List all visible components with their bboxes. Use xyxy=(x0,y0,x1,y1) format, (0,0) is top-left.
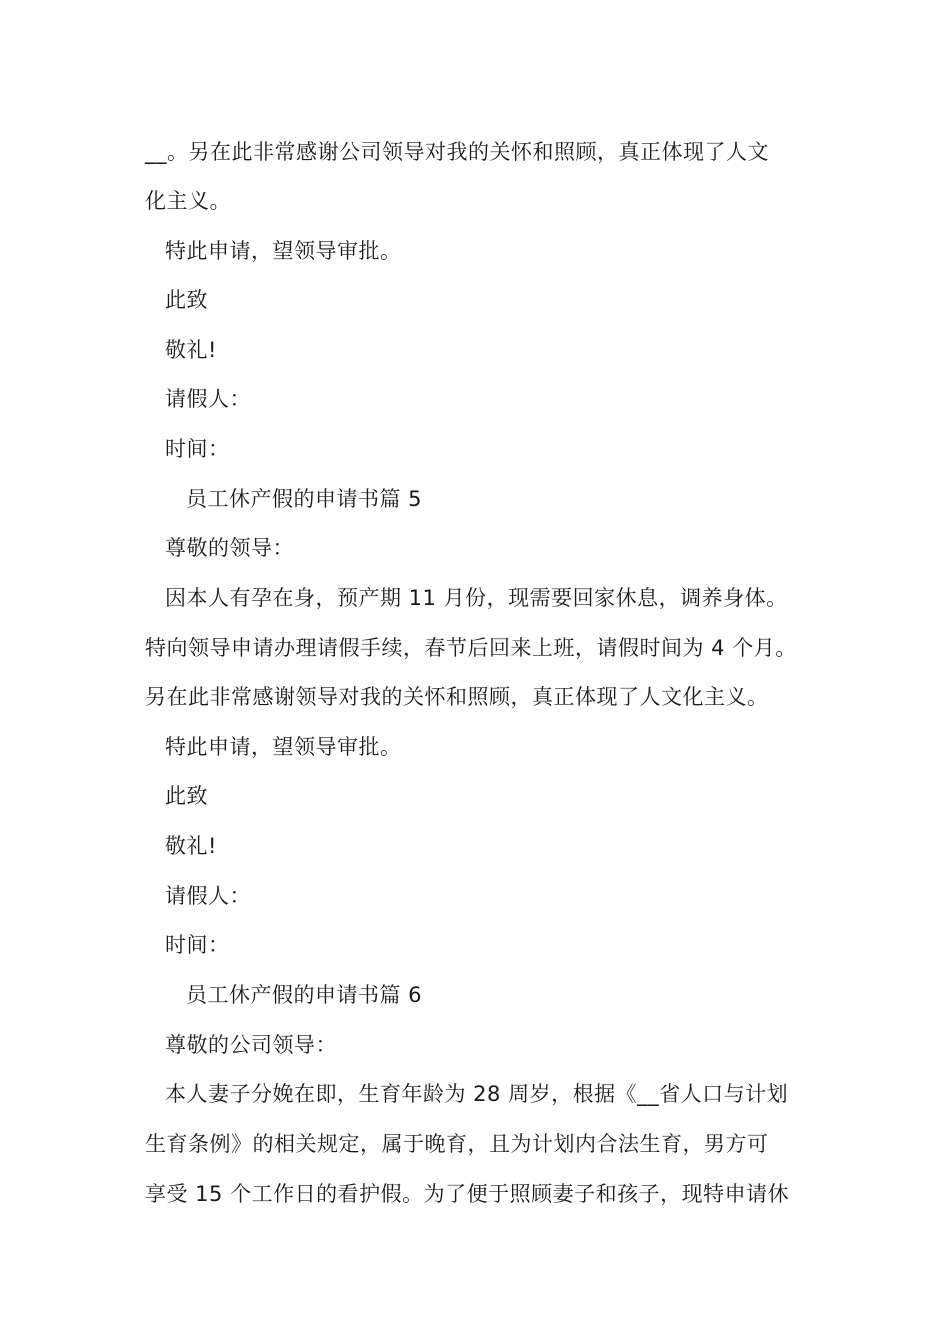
greeting-line: 尊敬的领导： xyxy=(165,536,294,560)
salutation-line: 此致 xyxy=(165,288,208,312)
closing-request-line: 特此申请，望领导审批。 xyxy=(165,735,402,759)
closing-request-line: 特此申请，望领导审批。 xyxy=(165,239,402,263)
body-text-line: 化主义。 xyxy=(145,189,231,213)
section-heading: 员工休产假的申请书篇 5 xyxy=(186,487,423,511)
greeting-line: 尊敬的公司领导： xyxy=(165,1033,337,1057)
date-line: 时间： xyxy=(165,437,230,461)
section-heading: 员工休产假的申请书篇 6 xyxy=(186,983,423,1007)
body-text-line: 生育条例》的相关规定，属于晚育，且为计划内合法生育，男方可 xyxy=(145,1132,769,1156)
body-text-line: 本人妻子分娩在即，生育年龄为 28 周岁，根据《__省人口与计划 xyxy=(165,1082,789,1106)
salutation-line: 敬礼! xyxy=(165,338,217,362)
body-text-line: 特向领导申请办理请假手续，春节后回来上班，请假时间为 4 个月。 xyxy=(145,636,797,660)
date-line: 时间： xyxy=(165,933,230,957)
salutation-line: 此致 xyxy=(165,784,208,808)
salutation-line: 敬礼! xyxy=(165,834,217,858)
signature-line: 请假人： xyxy=(165,387,251,411)
body-text-line: 另在此非常感谢领导对我的关怀和照顾，真正体现了人文化主义。 xyxy=(145,685,769,709)
body-text-line: __。另在此非常感谢公司领导对我的关怀和照顾，真正体现了人文 xyxy=(145,140,769,164)
body-text-line: 享受 15 个工作日的看护假。为了便于照顾妻子和孩子，现特申请休 xyxy=(145,1182,790,1206)
signature-line: 请假人： xyxy=(165,884,251,908)
body-text-line: 因本人有孕在身，预产期 11 月份，现需要回家休息，调养身体。 xyxy=(165,586,788,610)
